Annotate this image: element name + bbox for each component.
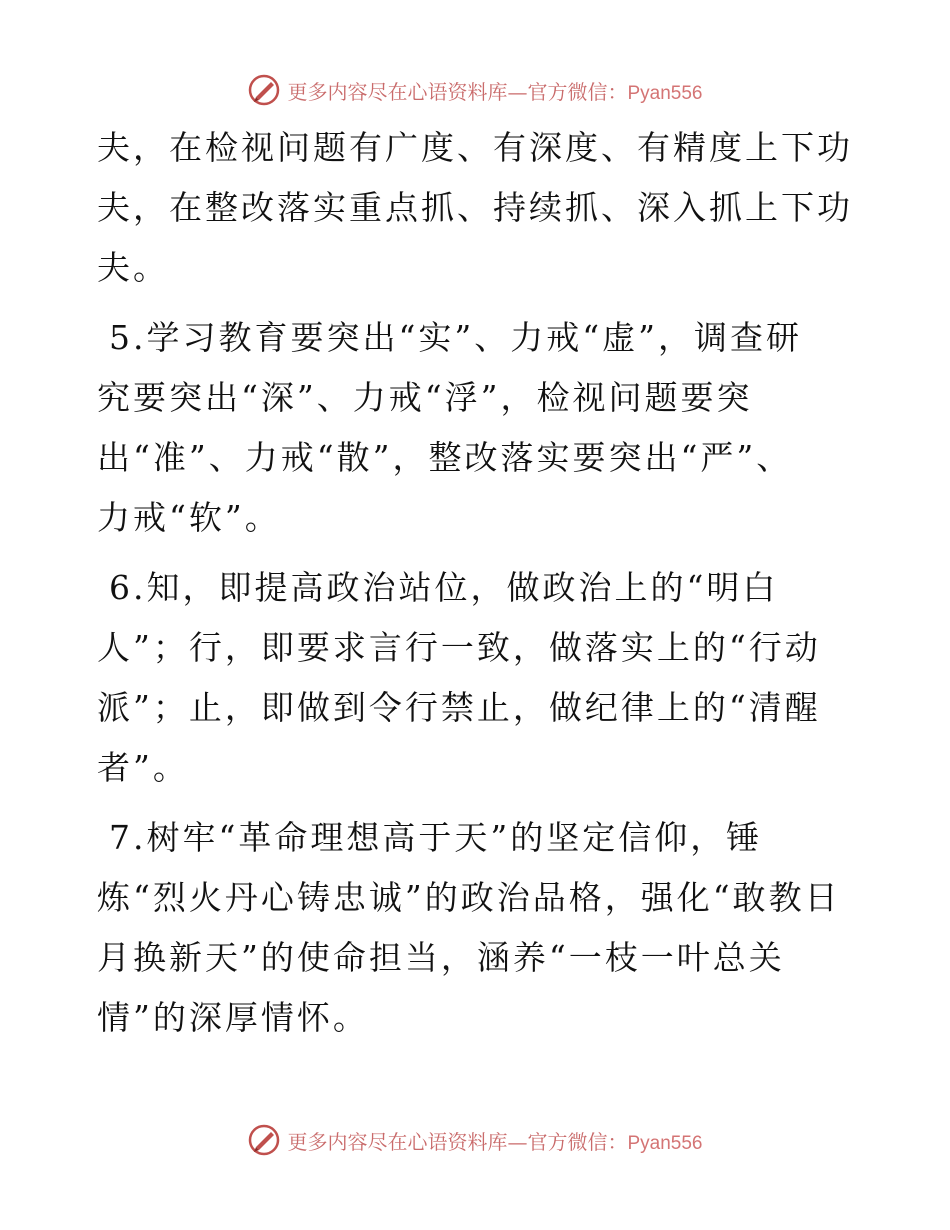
text-line: 5.学习教育要突出“实”、力戒“虚”，调查研	[109, 318, 802, 357]
paragraph-item-7	[97, 808, 857, 1048]
text-line: 者”。	[97, 748, 189, 787]
paragraph-continuation	[97, 118, 857, 298]
text-line: 究要突出“深”、力戒“浮”，检视问题要突	[97, 378, 753, 417]
text-line: 派”；止，即做到令行禁止，做纪律上的“清醒	[97, 688, 821, 727]
footer-watermark	[0, 1120, 950, 1160]
header-watermark	[0, 70, 950, 110]
text-line: 力戒“软”。	[97, 498, 281, 537]
text-line: 情”的深厚情怀。	[97, 998, 369, 1037]
text-line: 出“准”、力戒“散”，整改落实要突出“严”、	[97, 438, 793, 477]
text-line: 夫，在整改落实重点抓、持续抓、深入抓上下功	[97, 188, 853, 227]
text-line: 夫。	[97, 248, 169, 287]
watermark-text: 更多内容尽在心语资料库—官方微信：Pyan556	[287, 79, 703, 104]
text-line: 7.树牢“革命理想高于天”的坚定信仰，锤	[109, 818, 763, 857]
text-line: 人”；行，即要求言行一致，做落实上的“行动	[97, 628, 821, 667]
paragraph-item-5	[97, 308, 857, 548]
paragraph-item-6	[97, 558, 857, 798]
text-line: 月换新天”的使命担当，涵养“一枝一叶总关	[97, 938, 785, 977]
pen-logo-icon	[247, 1123, 281, 1157]
watermark-text: 更多内容尽在心语资料库—官方微信：Pyan556	[287, 1129, 703, 1154]
document-body	[97, 118, 857, 1058]
pen-logo-icon	[247, 73, 281, 107]
text-line: 6.知，即提高政治站位，做政治上的“明白	[109, 568, 779, 607]
text-line: 炼“烈火丹心铸忠诚”的政治品格，强化“敢教日	[97, 878, 841, 917]
text-line: 夫，在检视问题有广度、有深度、有精度上下功	[97, 128, 853, 167]
